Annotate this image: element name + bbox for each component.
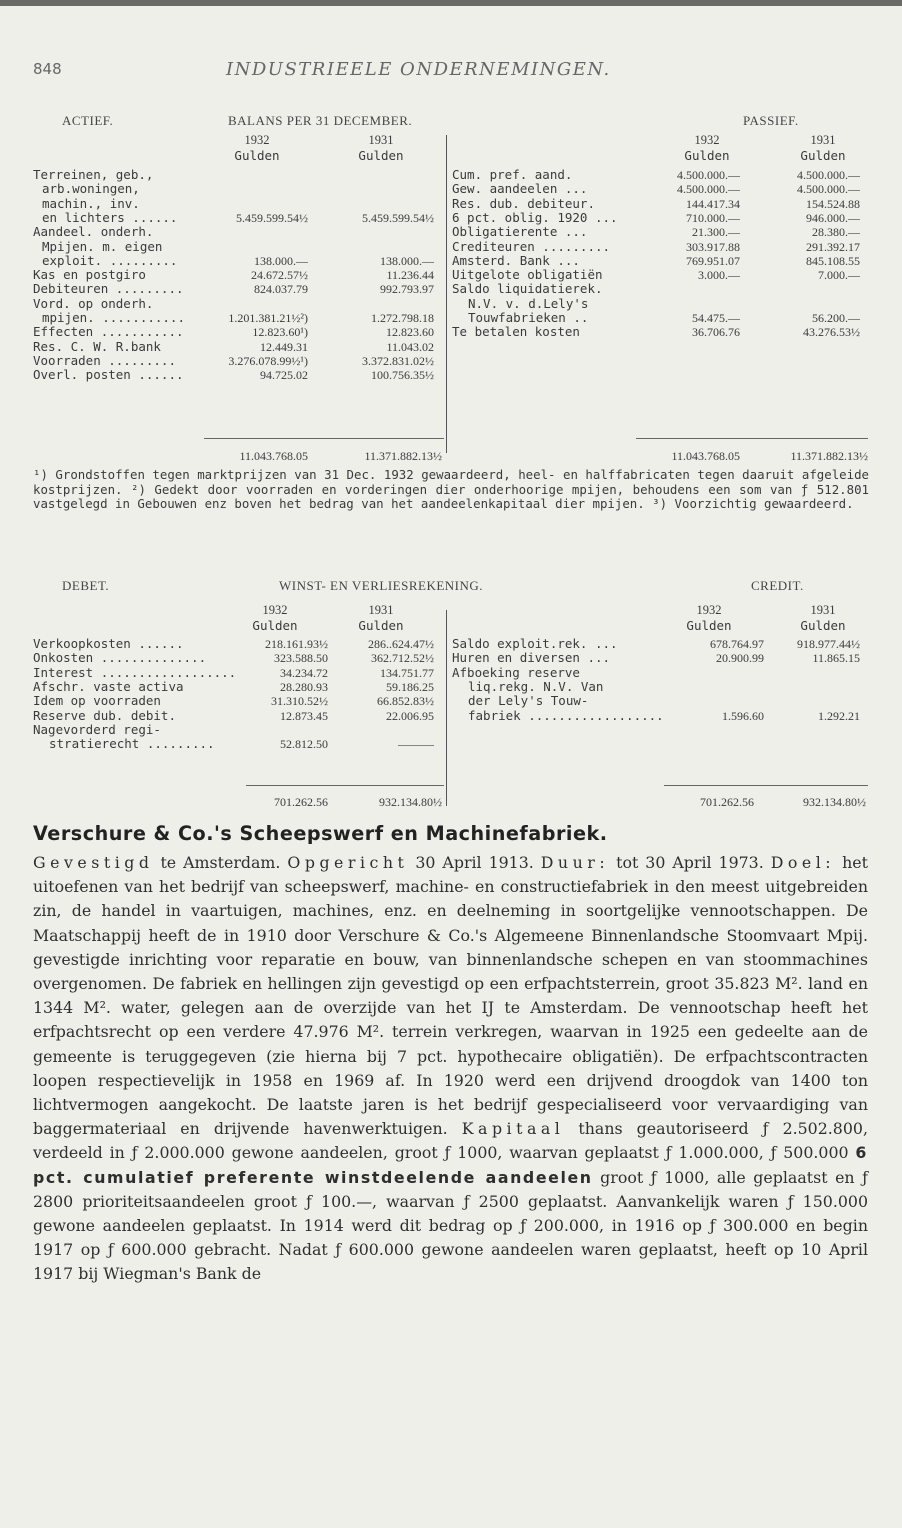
page-header <box>33 60 873 86</box>
liability-value-1932: 303.917.88 <box>686 239 740 254</box>
pl-right-title: CREDIT. <box>751 578 804 593</box>
debit-value-1931: ——— <box>398 737 434 752</box>
key-duration: Duur: <box>540 853 610 872</box>
liability-value-1932: 36.706.76 <box>692 325 740 340</box>
liability-value-1931: 946.000.— <box>806 210 860 225</box>
credit-value-1932: 1.596.60 <box>722 708 764 723</box>
debit-label: Afschr. vaste activa <box>33 678 184 694</box>
total-credit-1932: 701.262.56 <box>700 795 754 809</box>
asset-label: arb.woningen, <box>42 181 140 197</box>
liability-value-1932: 710.000.— <box>686 210 740 225</box>
pl-left-title: DEBET. <box>62 578 110 593</box>
debit-label: Verkoopkosten ...... <box>33 636 184 651</box>
asset-value-1931: 992.793.97 <box>380 282 434 297</box>
total-liabilities-1932: 11.043.768.05 <box>671 449 740 463</box>
debit-value-1932: 218.161.93½ <box>265 637 328 651</box>
debit-value-1931: 22.006.95 <box>386 708 434 723</box>
asset-label: Mpijen. m. eigen <box>42 238 163 254</box>
balance-left-title: ACTIEF. <box>62 113 114 128</box>
liability-label: Touwfabrieken .. <box>468 310 589 325</box>
balance-footnote: ¹) Grondstoffen tegen marktprijzen van 31 Dec. 1932 gewaardeerd, heel- en halffabricaten tegen daaruit afgeleide kostprijzen. ²) Gedekt door voorraden en vorderingen dier onderhoorige mpijen, behoudens een som van ƒ 512.801 vastgelegd in Gebouwen enz boven het bedrag van het aandeelenkapitaal dier mpijen. ³) Voorzichtig gewaardeerd. <box>33 467 869 512</box>
asset-label: Debiteuren ......... <box>33 281 184 297</box>
year-label: 1931 <box>810 133 836 147</box>
balance-column-divider <box>446 135 447 453</box>
liability-value-1931: 43.276.53½ <box>803 325 860 340</box>
balance-center-title: BALANS PER 31 DECEMBER. <box>228 113 413 128</box>
debit-value-1931: 59.186.25 <box>386 679 434 694</box>
debit-value-1932: 323.588.50 <box>274 651 328 666</box>
value-founded: 30 April 1913. <box>408 853 541 872</box>
debit-label: Onkosten .............. <box>33 650 207 666</box>
running-title: INDUSTRIEELE ONDERNEMINGEN. <box>226 59 611 80</box>
asset-value-1932: 12.449.31 <box>260 339 308 354</box>
unit-label: Gulden <box>234 148 280 163</box>
credit-value-1932: 678.764.97 <box>710 637 764 651</box>
debit-value-1932: 12.873.45 <box>280 708 328 723</box>
liability-label: Uitgelote obligatiën <box>452 267 603 283</box>
total-rule <box>246 785 444 786</box>
liability-value-1931: 4.500.000.— <box>797 168 860 182</box>
credit-value-1932: 20.900.99 <box>716 651 764 666</box>
total-rule <box>204 438 444 439</box>
debit-value-1932: 34.234.72 <box>280 665 328 680</box>
value-capital: thans geautoriseerd ƒ 2.502.800, verdeeld in ƒ 2.000.000 gewone aandeelen, groot ƒ 1000, waarvan geplaatst ƒ 1.000.000, ƒ 500.000 <box>33 1119 868 1163</box>
liability-label: Res. dub. debiteur. <box>452 195 595 211</box>
total-rule <box>664 785 868 786</box>
total-assets-1931: 11.371.882.13½ <box>364 449 442 463</box>
unit-label: Gulden <box>358 618 404 633</box>
credit-label: der Lely's Touw- <box>468 693 589 709</box>
credit-label: Saldo exploit.rek. ... <box>452 636 618 651</box>
year-label: 1931 <box>810 603 836 617</box>
liability-value-1931: 154.524.88 <box>806 196 860 211</box>
asset-label: Res. C. W. R.bank <box>33 338 161 354</box>
unit-label: Gulden <box>800 148 846 163</box>
year-label: 1932 <box>262 603 288 617</box>
total-debit-1932: 701.262.56 <box>274 795 328 809</box>
asset-value-1932: 824.037.79 <box>254 282 308 297</box>
liability-label: Saldo liquidatierek. <box>452 281 603 297</box>
asset-label: Voorraden ......... <box>33 352 176 368</box>
credit-value-1931: 1.292.21 <box>818 708 860 723</box>
unit-label: Gulden <box>358 148 404 163</box>
debit-value-1931: 362.712.52½ <box>371 651 434 666</box>
debit-label: Reserve dub. debit. <box>33 707 176 723</box>
liability-value-1932: 4.500.000.— <box>677 182 740 197</box>
liability-value-1932: 21.300.— <box>692 225 740 240</box>
debit-value-1932: 28.280.93 <box>280 679 328 694</box>
liability-value-1932: 4.500.000.— <box>677 168 740 182</box>
asset-value-1931: 100.756.35½ <box>371 368 434 383</box>
asset-label: Effecten ........... <box>33 324 184 340</box>
asset-label: machin., inv. <box>42 195 140 211</box>
total-debit-1931: 932.134.80½ <box>379 795 442 809</box>
debit-label: stratierecht ......... <box>49 736 215 752</box>
credit-value-1931: 918.977.44½ <box>797 637 860 651</box>
key-founded: Opgericht <box>287 853 409 872</box>
liability-label: N.V. v. d.Lely's <box>468 295 589 311</box>
debit-value-1932: 31.310.52½ <box>271 694 328 709</box>
liability-value-1931: 291.392.17 <box>806 239 860 254</box>
key-purpose: Doel: <box>770 853 836 872</box>
asset-value-1932: 1.201.381.21½²) <box>228 311 308 325</box>
unit-label: Gulden <box>684 148 730 163</box>
value-rest: groot ƒ 1000, alle geplaatst en ƒ 2800 prioriteitsaandeelen groot ƒ 100.—, waarvan ƒ 2500 geplaatst. Aanvankelijk waren ƒ 150.000 gewone aandeelen geplaatst. In 1914 werd dit bedrag op ƒ 200.000, in 1916 op ƒ 300.000 en begin 1917 op ƒ 600.000 gebracht. Nadat ƒ 600.000 gewone aandeelen waren geplaatst, heeft op 10 April 1917 bij Wiegman's Bank de <box>33 1167 868 1284</box>
liability-value-1931: 28.380.— <box>812 225 860 240</box>
credit-label: Huren en diversen ... <box>452 650 611 666</box>
liability-value-1932: 54.475.— <box>692 311 740 325</box>
year-label: 1932 <box>244 133 270 147</box>
balance-right-title: PASSIEF. <box>743 113 799 128</box>
page-number: 848 <box>33 60 62 78</box>
asset-label: Terreinen, geb., <box>33 167 154 182</box>
unit-label: Gulden <box>800 618 846 633</box>
liability-label: Cum. pref. aand. <box>452 167 573 182</box>
pl-column-divider <box>446 610 447 806</box>
asset-value-1931: 138.000.— <box>380 253 434 268</box>
liability-label: Gew. aandeelen ... <box>452 181 588 197</box>
liability-label: Obligatierente ... <box>452 224 588 240</box>
asset-value-1932: 138.000.— <box>254 253 308 268</box>
debit-label: Nagevorderd regi- <box>33 721 161 737</box>
asset-value-1932: 24.672.57½ <box>251 268 308 283</box>
unit-label: Gulden <box>252 618 298 633</box>
debit-value-1931: 286..624.47½ <box>368 637 434 651</box>
company-description <box>33 851 868 1287</box>
credit-label: Afboeking reserve <box>452 664 580 680</box>
key-preferred-shares: 6 pct. cumulatief preferente winstdeelende aandeelen <box>33 1143 868 1187</box>
asset-label: mpijen. ........... <box>42 310 185 325</box>
credit-value-1931: 11.865.15 <box>812 651 860 666</box>
debit-value-1931: 134.751.77 <box>380 665 434 680</box>
debit-value-1932: 52.812.50 <box>280 737 328 752</box>
asset-label: Aandeel. onderh. <box>33 224 154 240</box>
asset-label: en lichters ...... <box>42 209 178 225</box>
credit-label: fabriek .................. <box>468 707 664 723</box>
liability-label: Amsterd. Bank ... <box>452 252 580 268</box>
liability-label: Te betalen kosten <box>452 324 580 340</box>
asset-value-1931: 1.272.798.18 <box>371 311 434 325</box>
asset-value-1931: 11.236.44 <box>386 268 434 283</box>
asset-value-1932: 5.459.599.54½ <box>236 210 308 225</box>
liability-value-1931: 4.500.000.— <box>797 182 860 197</box>
pl-center-title: WINST- EN VERLIESREKENING. <box>279 578 484 593</box>
asset-value-1932: 12.823.60¹) <box>252 325 308 340</box>
liability-value-1931: 845.108.55 <box>806 253 860 268</box>
year-label: 1931 <box>368 603 394 617</box>
asset-value-1931: 11.043.02 <box>386 339 434 354</box>
key-established: Gevestigd <box>33 853 154 872</box>
liability-value-1931: 7.000.— <box>818 268 860 283</box>
debit-label: Idem op voorraden <box>33 693 161 709</box>
year-label: 1932 <box>696 603 722 617</box>
debit-value-1931: 66.852.83½ <box>377 694 434 709</box>
unit-label: Gulden <box>686 618 732 633</box>
value-established: te Amsterdam. <box>153 853 288 872</box>
liability-label: Crediteuren ......... <box>452 238 611 254</box>
debit-label: Interest .................. <box>33 664 237 680</box>
value-purpose: het uitoefenen van het bedrijf van scheepswerf, machine- en constructiefabriek in den meest uitgebreiden zin, de handel in vaartuigen, machines, enz. en deelneming in soortgelijke vennootschappen. De Maatschappij heeft de in 1910 door Verschure & Co.'s Algemeene Binnenlandsche Stoomvaart Mpij. gevestigde inrichting voor reparatie en bouw, van binnenlandsche schepen en van stoommachines overgenomen. De fabriek en hellingen zijn gevestigd op een erfpachtsterrein, groot 35.823 M². land en 1344 M². water, gelegen aan de overzijde van het IJ te Amsterdam. De vennootschap heeft het erfpachtsrecht op een verdere 47.976 M². terrein verkregen, waarvan in 1925 een gedeelte aan de gemeente is teruggegeven (zie hierna bij 7 pct. hypothecaire obligatiën). De erfpachtscontracten loopen respectievelijk in 1958 en 1969 af. In 1920 werd een drijvend droogdok van 1400 ton lichtvermogen aangekocht. De laatste jaren is het bedrijf gespecialiseerd voor vervaardiging van baggermateriaal en drijvende havenwerktuigen. <box>33 853 868 1139</box>
asset-value-1931: 12.823.60 <box>386 325 434 340</box>
value-duration: tot 30 April 1973. <box>609 853 771 872</box>
year-label: 1931 <box>368 133 394 147</box>
asset-label: Overl. posten ...... <box>33 367 184 383</box>
total-credit-1931: 932.134.80½ <box>803 795 866 809</box>
year-label: 1932 <box>694 133 720 147</box>
asset-label: exploit. ......... <box>42 252 178 268</box>
total-rule <box>636 438 868 439</box>
key-capital: Kapitaal <box>461 1119 565 1139</box>
asset-value-1931: 3.372.831.02½ <box>362 353 434 368</box>
liability-value-1932: 144.417.34 <box>686 196 740 211</box>
asset-value-1931: 5.459.599.54½ <box>362 210 434 225</box>
liability-value-1932: 769.951.07 <box>686 253 740 268</box>
credit-label: liq.rekg. N.V. Van <box>468 678 604 694</box>
asset-label: Vord. op onderh. <box>33 295 154 311</box>
liability-value-1932: 3.000.— <box>698 268 740 283</box>
total-assets-1932: 11.043.768.05 <box>239 449 308 463</box>
asset-value-1932: 94.725.02 <box>260 368 308 383</box>
total-liabilities-1931: 11.371.882.13½ <box>790 449 868 463</box>
asset-label: Kas en postgiro <box>33 267 146 283</box>
liability-value-1931: 56.200.— <box>812 311 860 325</box>
liability-label: 6 pct. oblig. 1920 ... <box>452 209 618 225</box>
company-title: Verschure & Co.'s Scheepswerf en Machinefabriek. <box>33 822 608 845</box>
top-edge-band <box>0 0 902 6</box>
asset-value-1932: 3.276.078.99½¹) <box>228 353 308 368</box>
